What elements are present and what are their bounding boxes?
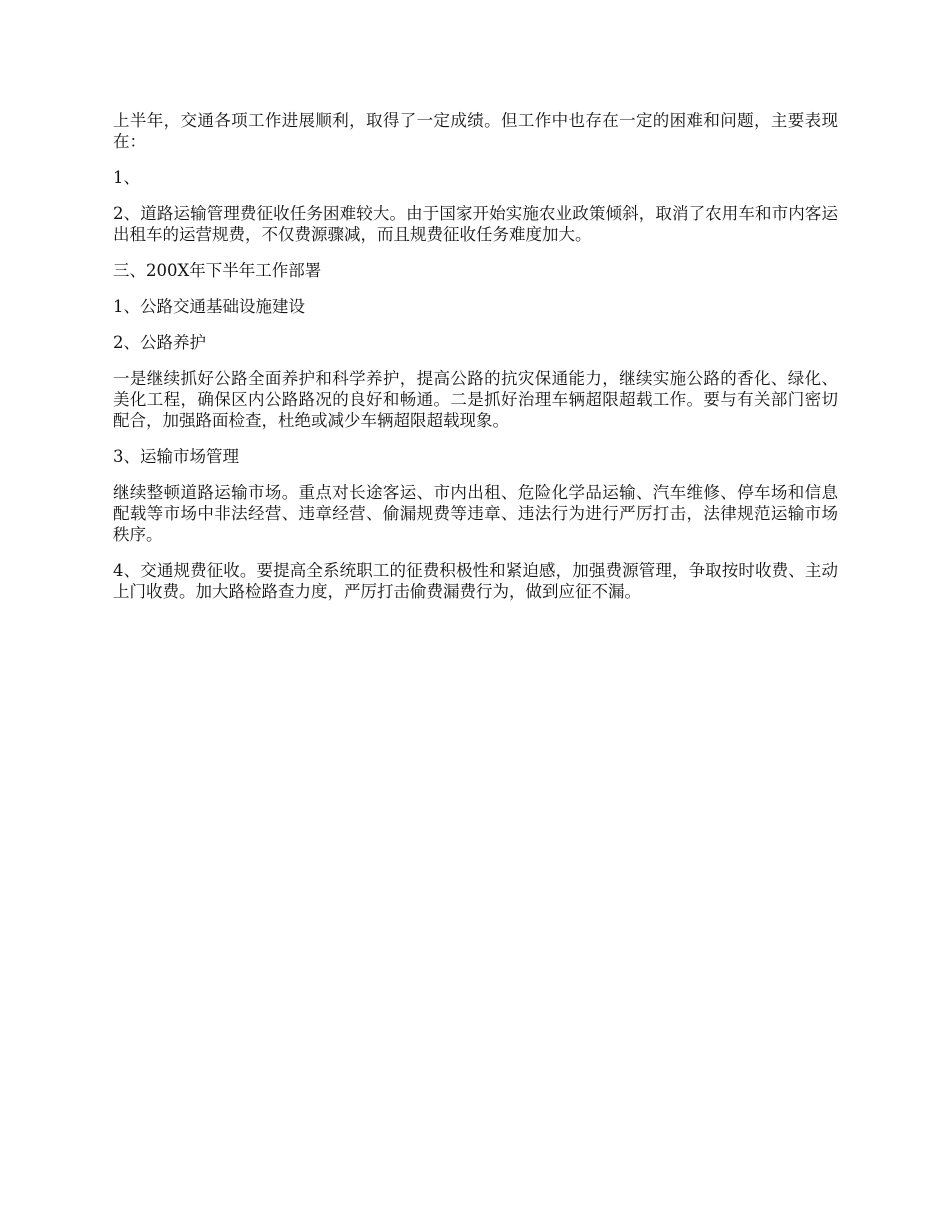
paragraph-item-2-fee-collection: 2、道路运输管理费征收任务困难较大。由于国家开始实施农业政策倾斜，取消了农用车和市内客运出租车的运营规费，不仅费源骤减，而且规费征收任务难度加大。 xyxy=(113,204,838,244)
subheading-infrastructure: 1、公路交通基础设施建设 xyxy=(113,297,305,316)
subheading-transport-market: 3、运输市场管理 xyxy=(113,447,239,466)
section-heading-plan: 三、200X年下半年工作部署 xyxy=(113,261,322,280)
paragraph-item-1: 1、 xyxy=(113,168,140,187)
paragraph-maintenance-detail: 一是继续抓好公路全面养护和科学养护，提高公路的抗灾保通能力，继续实施公路的香化、绿化、美化工程，确保区内公路路况的良好和畅通。二是抓好治理车辆超限超载工作。要与有关部门密切配合，加强路面检查，杜绝或减少车辆超限超载现象。 xyxy=(113,369,838,430)
subheading-road-maintenance: 2、公路养护 xyxy=(113,333,206,352)
paragraph-fee-collection: 4、交通规费征收。要提高全系统职工的征费积极性和紧迫感，加强费源管理，争取按时收费、主动上门收费。加大路检路查力度，严厉打击偷费漏费行为，做到应征不漏。 xyxy=(113,561,838,601)
paragraph-intro: 上半年，交通各项工作进展顺利，取得了一定成绩。但工作中也存在一定的困难和问题，主要表现在： xyxy=(113,111,838,151)
paragraph-market-detail: 继续整顿道路运输市场。重点对长途客运、市内出租、危险化学品运输、汽车维修、停车场和信息配载等市场中非法经营、违章经营、偷漏规费等违章、违法行为进行严厉打击，法律规范运输市场秩序。 xyxy=(113,483,838,544)
document-body xyxy=(113,110,838,617)
